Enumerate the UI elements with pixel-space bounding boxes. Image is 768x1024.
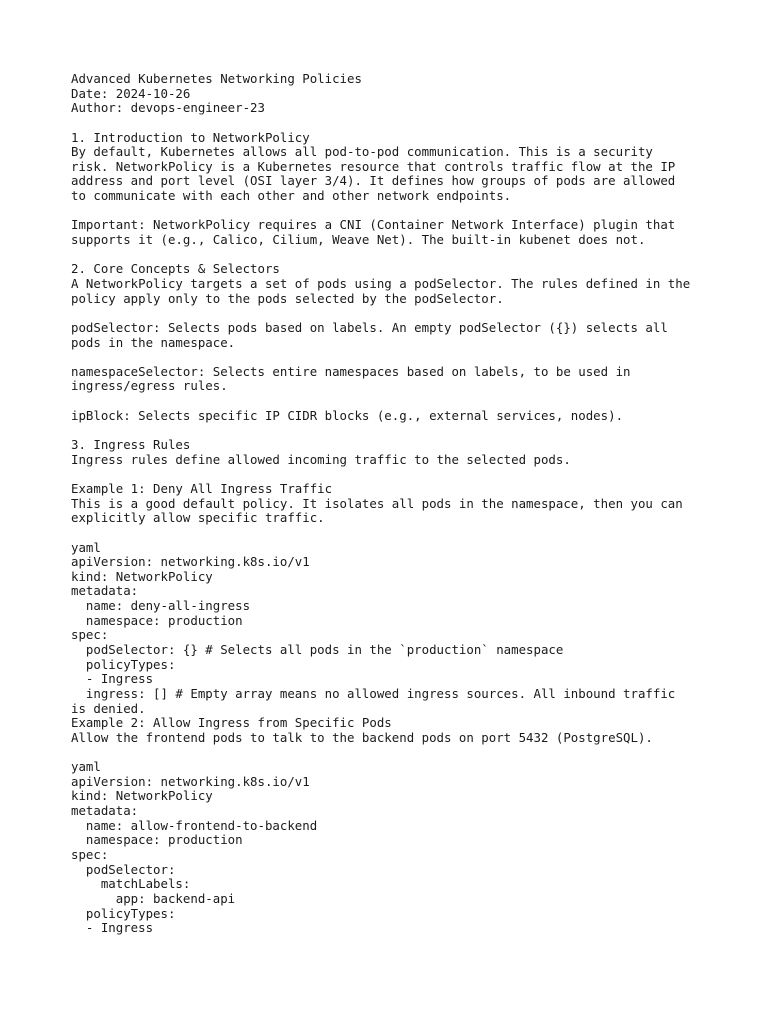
text-line: apiVersion: networking.k8s.io/v1 (71, 554, 310, 570)
text-line: namespaceSelector: Selects entire namespaces based on labels, to be used in (71, 363, 631, 379)
text-line: metadata: (71, 583, 139, 599)
text-line: metadata: (71, 803, 139, 819)
text-line: podSelector: (71, 861, 176, 877)
text-line: policyTypes: (71, 905, 176, 921)
text-line: 1. Introduction to NetworkPolicy (71, 129, 310, 145)
text-line: Ingress rules define allowed incoming traffic to the selected pods. (71, 451, 571, 467)
text-line: policy apply only to the pods selected by the podSelector. (71, 290, 504, 306)
blank-line (71, 116, 731, 131)
text-line: 2. Core Concepts & Selectors (71, 261, 280, 277)
text-line: namespace: production (71, 612, 243, 628)
text-line: apiVersion: networking.k8s.io/v1 (71, 773, 310, 789)
text-line: name: deny-all-ingress (71, 598, 251, 614)
blank-line (71, 248, 731, 263)
text-line: Advanced Kubernetes Networking Policies (71, 71, 362, 86)
text-line: explicitly allow specific traffic. (71, 510, 325, 526)
text-line: is denied. (71, 700, 146, 716)
text-line: Example 2: Allow Ingress from Specific Pods (71, 715, 392, 731)
text-line: Example 1: Deny All Ingress Traffic (71, 480, 333, 496)
blank-line (71, 306, 731, 321)
text-line: yaml (71, 759, 101, 775)
text-line: 3. Ingress Rules (71, 437, 191, 453)
text-line: - Ingress (71, 920, 154, 936)
text-line: spec: (71, 846, 109, 862)
text-line: name: allow-frontend-to-backend (71, 817, 318, 833)
blank-line (71, 467, 731, 482)
text-line: yaml (71, 539, 101, 555)
blank-line (71, 745, 731, 760)
blank-line (71, 394, 731, 409)
text-line: policyTypes: (71, 656, 176, 672)
blank-line (71, 526, 731, 541)
text-line: Date: 2024-10-26 (71, 85, 191, 101)
text-line: matchLabels: (71, 876, 191, 892)
text-line: address and port level (OSI layer 3/4). It defines how groups of pods are allowed (71, 173, 676, 189)
text-line: - Ingress (71, 671, 154, 687)
document-page (71, 72, 731, 936)
blank-line (71, 350, 731, 365)
text-line: pods in the namespace. (71, 334, 236, 350)
text-line: namespace: production (71, 832, 243, 848)
text-line: Allow the frontend pods to talk to the backend pods on port 5432 (PostgreSQL). (71, 729, 653, 745)
text-line: ipBlock: Selects specific IP CIDR blocks (e.g., external services, nodes). (71, 407, 624, 423)
text-line: ingress: [] # Empty array means no allowed ingress sources. All inbound traffic (71, 685, 676, 701)
text-line: kind: NetworkPolicy (71, 788, 213, 804)
text-line: to communicate with each other and other network endpoints. (71, 188, 512, 204)
text-line: ingress/egress rules. (71, 378, 228, 394)
blank-line (71, 423, 731, 438)
text-line: Author: devops-engineer-23 (71, 100, 265, 116)
blank-line (71, 204, 731, 219)
text-line: This is a good default policy. It isolates all pods in the namespace, then you can (71, 495, 683, 511)
text-line: kind: NetworkPolicy (71, 568, 213, 584)
text-line: podSelector: Selects pods based on labels. An empty podSelector ({}) selects all (71, 319, 668, 335)
text-line: spec: (71, 627, 109, 643)
text-line: risk. NetworkPolicy is a Kubernetes resource that controls traffic flow at the IP (71, 158, 676, 174)
text-line: A NetworkPolicy targets a set of pods using a podSelector. The rules defined in the (71, 275, 691, 291)
text-line: By default, Kubernetes allows all pod-to-pod communication. This is a security (71, 144, 653, 160)
text-line: podSelector: {} # Selects all pods in the `production` namespace (71, 641, 564, 657)
text-line: app: backend-api (71, 890, 236, 906)
text-line: supports it (e.g., Calico, Cilium, Weave Net). The built-in kubenet does not. (71, 232, 646, 248)
text-line: Important: NetworkPolicy requires a CNI (Container Network Interface) plugin that (71, 217, 676, 233)
